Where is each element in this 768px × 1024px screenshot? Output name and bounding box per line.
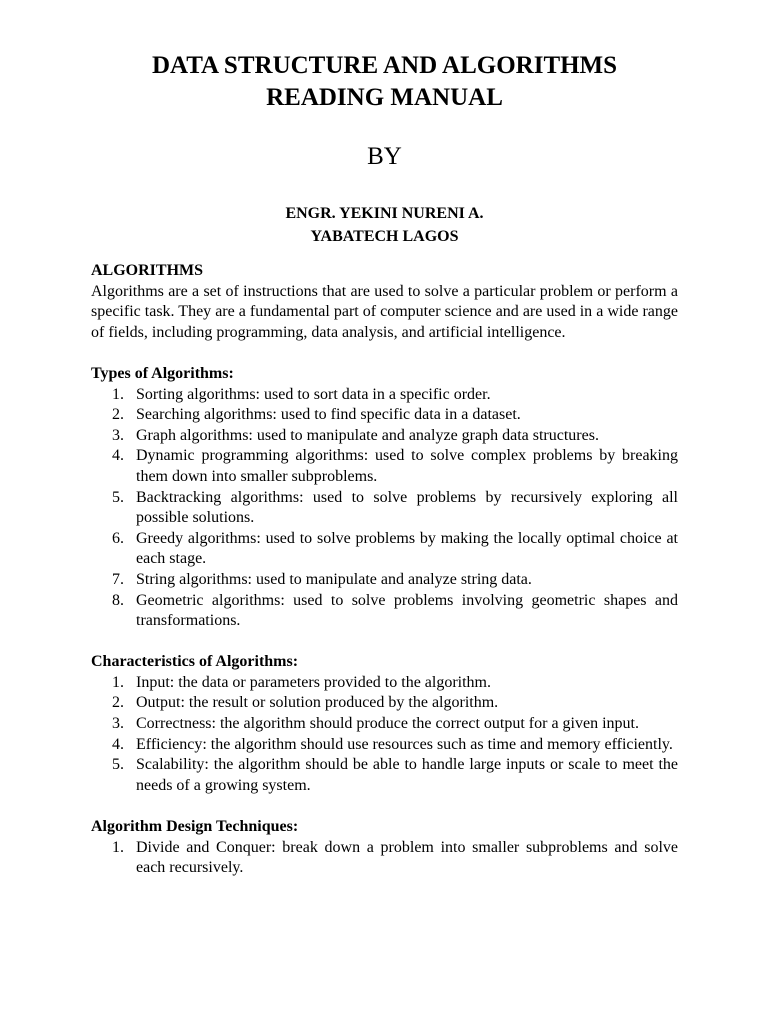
list-item: 1. Sorting algorithms: used to sort data in a specific order. (112, 385, 491, 403)
list-item: 7. String algorithms: used to manipulate and analyze string data. (112, 570, 532, 588)
list-item: 4. Efficiency: the algorithm should use resources such as time and memory efficiently. (112, 735, 673, 753)
list-item: 1. Divide and Conquer: break down a problem into smaller subproblems and solve each recursively. (112, 838, 678, 877)
list-item: 3. Correctness: the algorithm should produce the correct output for a given input. (112, 715, 639, 733)
title-line-1: DATA STRUCTURE AND ALGORITHMS (151, 52, 618, 79)
list-item: 2. Output: the result or solution produced by the algorithm. (112, 694, 499, 712)
list-item: 6. Greedy algorithms: used to solve problems by making the locally optimal choice at each stage. (112, 529, 678, 568)
characteristics-section (91, 652, 678, 796)
characteristics-list (91, 673, 678, 797)
author-name: ENGR. YEKINI NURENI A. (285, 205, 484, 222)
by-line: BY (367, 143, 402, 170)
list-item: 5. Backtracking algorithms: used to solve problems by recursively exploring all possible solutions. (112, 488, 678, 527)
design-techniques-list (91, 838, 678, 879)
types-list (91, 385, 678, 632)
list-item: 1. Input: the data or parameters provided to the algorithm. (112, 673, 491, 691)
list-item: 8. Geometric algorithms: used to solve problems involving geometric shapes and transformations. (112, 591, 678, 630)
author-block (91, 202, 678, 248)
algorithms-heading: ALGORITHMS (91, 262, 204, 279)
list-item: 2. Searching algorithms: used to find specific data in a dataset. (112, 406, 521, 424)
types-section (91, 364, 678, 632)
algorithms-intro: Algorithms are a set of instructions that are used to solve a particular problem or perform a specific task. They are a fundamental part of computer science and are used in a wide range of fields, including programming, data analysis, and artificial intelligence. (91, 282, 678, 341)
characteristics-heading: Characteristics of Algorithms: (91, 653, 299, 671)
document-title (91, 50, 678, 114)
list-item: 3. Graph algorithms: used to manipulate and analyze graph data structures. (112, 426, 599, 444)
design-techniques-section (91, 817, 678, 879)
title-line-2: READING MANUAL (266, 84, 503, 111)
author-affiliation: YABATECH LAGOS (310, 228, 459, 245)
design-techniques-heading: Algorithm Design Techniques: (91, 818, 299, 836)
types-heading: Types of Algorithms: (91, 364, 234, 382)
algorithms-section (91, 261, 678, 343)
list-item: 5. Scalability: the algorithm should be able to handle large inputs or scale to meet the needs of a growing system. (112, 756, 678, 794)
list-item: 4. Dynamic programming algorithms: used to solve complex problems by breaking them down into smaller subproblems. (112, 447, 678, 485)
